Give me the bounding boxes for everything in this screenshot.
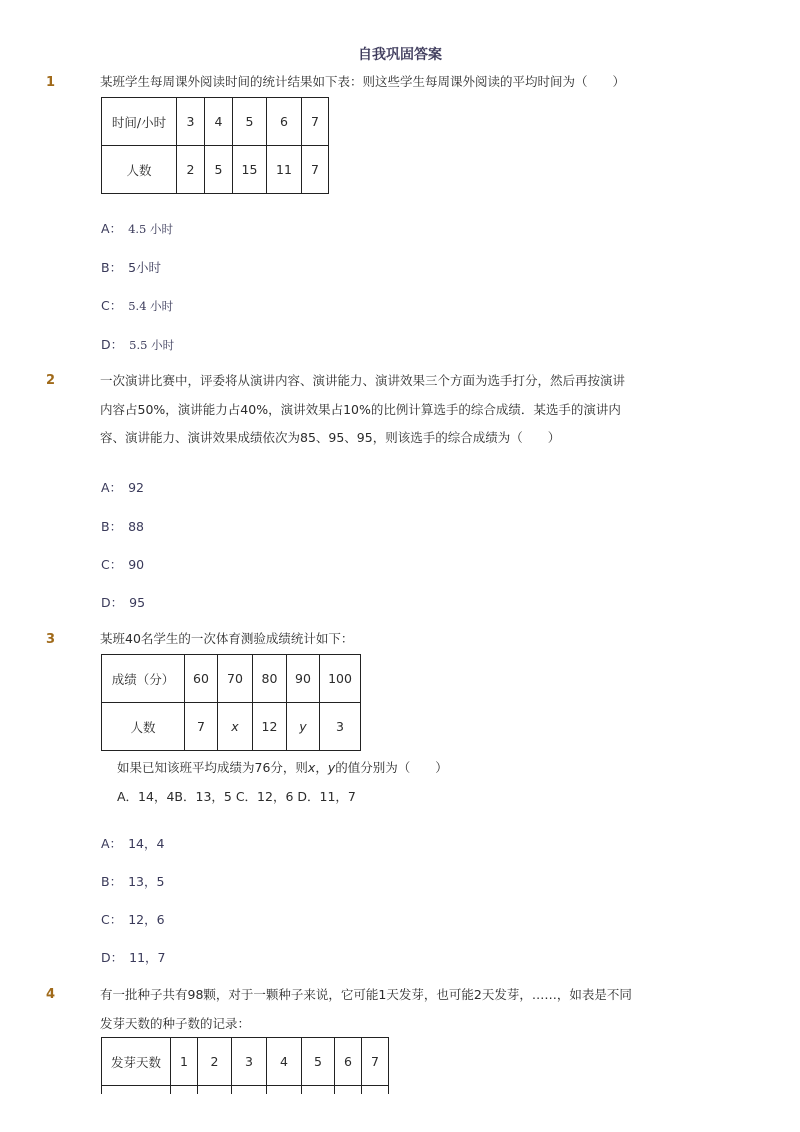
table-cell: 60 <box>185 655 218 703</box>
table-cell: 7 <box>185 703 218 751</box>
question-1-option-c[interactable] <box>101 296 173 314</box>
table-row <box>102 1086 389 1095</box>
table-row-label: 人数 <box>102 146 177 194</box>
table-cell: 5 <box>302 1038 335 1086</box>
text-line: 有一批种子共有98颗，对于一颗种子来说，它可能1天发芽，也可能2天发芽，……，如表是不同 <box>100 987 632 1002</box>
table-cell: 4 <box>205 98 233 146</box>
table-cell: 12 <box>253 703 287 751</box>
table-header-label: 时间/小时 <box>102 98 177 146</box>
sub-line-separator: ， <box>315 760 328 775</box>
text-line: 一次演讲比赛中，评委将从演讲内容、演讲能力、演讲效果三个方面为选手打分，然后再按演讲 <box>100 373 626 388</box>
table-cell <box>267 1086 302 1095</box>
table-cell <box>302 1086 335 1095</box>
table-cell: 3 <box>177 98 205 146</box>
table-cell: 5 <box>233 98 267 146</box>
variable-x: x <box>307 760 316 775</box>
text-line: 发芽天数的种子数的记录： <box>100 1015 251 1031</box>
table-header-row <box>102 1038 389 1086</box>
option-letter: B： <box>101 874 123 889</box>
question-2-option-b[interactable] <box>101 517 144 535</box>
table-cell <box>232 1086 267 1095</box>
table-cell <box>171 1086 198 1095</box>
option-value: 13，5 <box>128 874 165 889</box>
question-4-table-clip <box>99 1036 399 1094</box>
table-cell: 3 <box>232 1038 267 1086</box>
question-4-table <box>101 1037 389 1094</box>
option-value: 5小时 <box>128 260 162 275</box>
question-number-3: 3 <box>46 632 56 647</box>
table-cell: 70 <box>218 655 253 703</box>
option-value: 5.4 小时 <box>128 299 174 313</box>
question-1-option-b[interactable] <box>101 258 161 276</box>
table-cell: 7 <box>302 98 329 146</box>
option-letter: D： <box>101 337 124 352</box>
table-cell: 1 <box>171 1038 198 1086</box>
table-header-row <box>102 655 361 703</box>
question-2-option-c[interactable] <box>101 555 144 573</box>
sub-line-text: 的值分别为（ ） <box>335 760 448 775</box>
question-4-text <box>100 981 660 1038</box>
option-letter: B： <box>101 260 123 275</box>
option-value: 12，6 <box>128 912 165 927</box>
question-1-table <box>101 97 329 194</box>
table-cell: 90 <box>287 655 320 703</box>
option-letter: D： <box>101 950 124 965</box>
table-header-label: 发芽天数 <box>102 1038 171 1086</box>
question-1-text: 某班学生每周课外阅读时间的统计结果如下表：则这些学生每周课外阅读的平均时间为（ ） <box>100 74 626 89</box>
table-cell: 6 <box>267 98 302 146</box>
question-2-option-a[interactable] <box>101 478 144 496</box>
option-value: 88 <box>128 519 144 534</box>
option-value: 5.5 小时 <box>129 338 175 352</box>
table-cell <box>198 1086 232 1095</box>
option-letter: A： <box>101 836 123 851</box>
question-3-sub-line-2: A．14，4B．13，5 C．12，6 D．11，7 <box>117 789 356 804</box>
question-3-option-d[interactable] <box>101 948 166 966</box>
option-value: 92 <box>128 480 144 495</box>
option-letter: A： <box>101 480 123 495</box>
question-3-option-c[interactable] <box>101 910 165 928</box>
table-cell: 100 <box>320 655 361 703</box>
question-3-option-b[interactable] <box>101 872 164 890</box>
text-line: 容、演讲能力、演讲效果成绩依次为85、95、95，则该选手的综合成绩为（ ） <box>100 430 561 445</box>
question-2-text <box>100 367 660 453</box>
table-cell <box>102 1086 171 1095</box>
table-cell: 2 <box>177 146 205 194</box>
option-letter: C： <box>101 298 123 313</box>
option-value: 90 <box>128 557 145 572</box>
table-header-row <box>102 98 329 146</box>
question-3-text: 某班40名学生的一次体育测验成绩统计如下： <box>100 631 354 646</box>
table-cell: x <box>218 703 253 751</box>
question-3-sub-line-1 <box>117 758 448 776</box>
option-letter: A： <box>101 221 123 236</box>
table-cell: 80 <box>253 655 287 703</box>
text-line: 内容占50%，演讲能力占40%，演讲效果占10%的比例计算选手的综合成绩．某选手的演讲内 <box>100 401 621 417</box>
option-value: 11，7 <box>129 950 166 965</box>
table-cell <box>335 1086 362 1095</box>
table-cell: 4 <box>267 1038 302 1086</box>
question-number-1: 1 <box>46 75 56 90</box>
table-cell: 6 <box>335 1038 362 1086</box>
option-value: 14，4 <box>128 836 165 851</box>
option-letter: B： <box>101 519 123 534</box>
table-header-label: 成绩（分） <box>102 655 185 703</box>
table-cell: 11 <box>267 146 302 194</box>
option-letter: D： <box>101 595 124 610</box>
option-letter: C： <box>101 912 123 927</box>
table-cell: 7 <box>302 146 329 194</box>
question-1-option-d[interactable] <box>101 335 174 353</box>
table-cell: 2 <box>198 1038 232 1086</box>
table-cell: 15 <box>233 146 267 194</box>
variable-y: y <box>327 760 336 775</box>
option-value: 95 <box>129 595 146 610</box>
table-row <box>102 146 329 194</box>
question-number-2: 2 <box>46 373 56 388</box>
question-3-table <box>101 654 361 751</box>
table-row-label: 人数 <box>102 703 185 751</box>
question-number-4: 4 <box>46 987 56 1002</box>
option-letter: C： <box>101 557 123 572</box>
option-value: 4.5 小时 <box>128 222 174 236</box>
table-cell <box>362 1086 389 1095</box>
page-title: 自我巩固答案 <box>358 47 442 63</box>
table-cell: 3 <box>320 703 361 751</box>
question-1-option-a[interactable] <box>101 219 173 237</box>
sub-line-text: 如果已知该班平均成绩为76分，则 <box>117 760 308 775</box>
question-3-option-a[interactable] <box>101 834 164 852</box>
question-2-option-d[interactable] <box>101 593 145 611</box>
table-row <box>102 703 361 751</box>
table-cell: y <box>287 703 320 751</box>
table-cell: 5 <box>205 146 233 194</box>
table-cell: 7 <box>362 1038 389 1086</box>
